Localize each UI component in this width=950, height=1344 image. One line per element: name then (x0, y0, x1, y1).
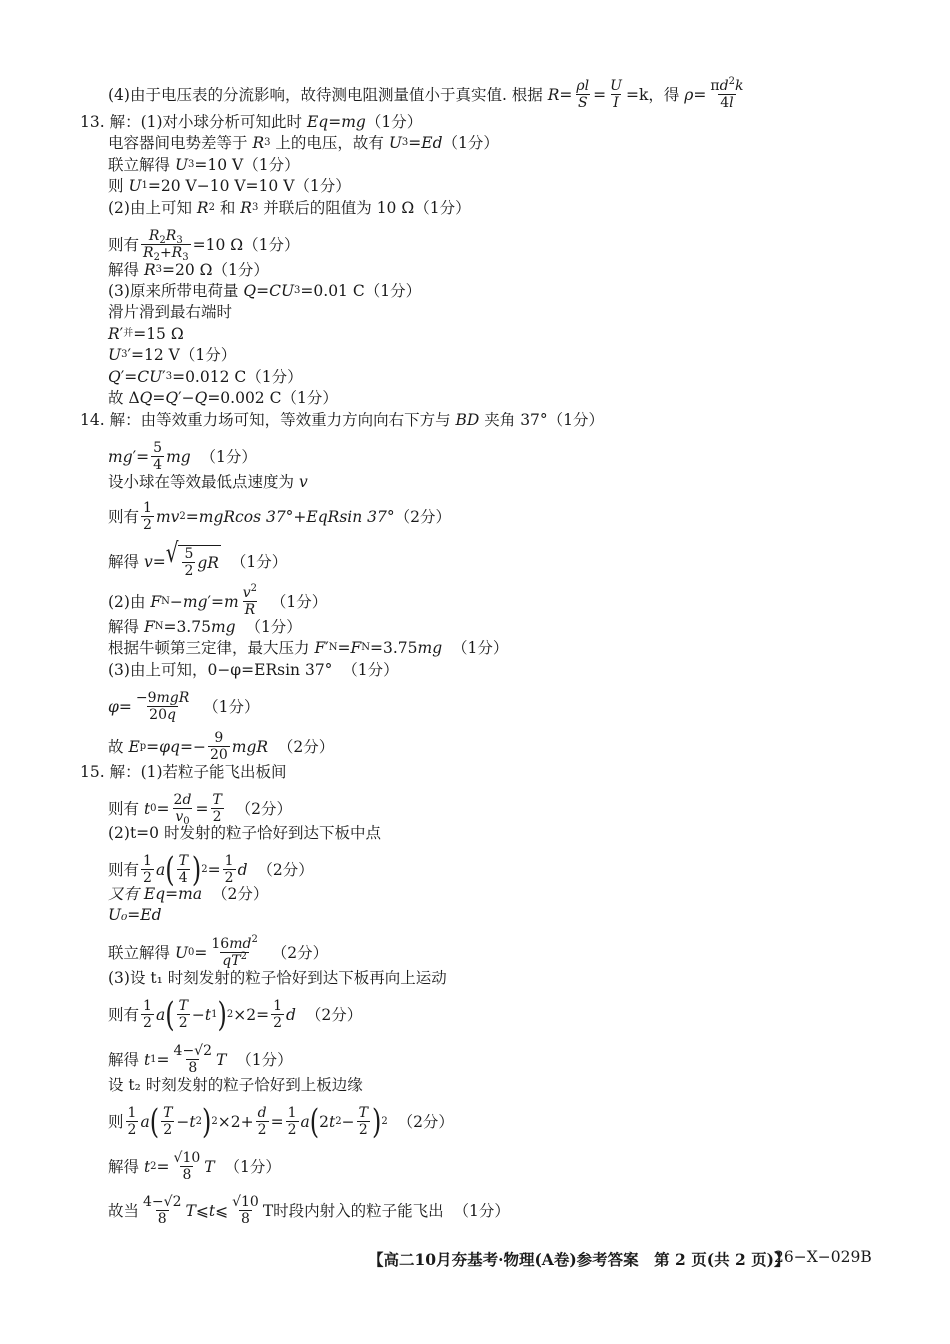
answer-line: (4)由于电压表的分流影响，故待测电阻测量值小于真实值. 根据 R = $\frac{\rho l}{S}$ = $\frac{U}{I}$ =k，得 ρ = $\frac{\pi d^2k}{4l}$ (108, 76, 744, 111)
answer-line: 电容器间电势差等于 R 3 上的电压，故有 U 3 = Ed （1分） (108, 134, 499, 152)
text: =k，得 (625, 85, 685, 104)
answer-line: 解得 v = √ $\frac{5}{2}$ gR （1分） (108, 536, 288, 579)
answer-line: 则 U 1 =20 V−10 V=10 V （1分） (108, 177, 351, 195)
answer-line: 故当 $\frac{4-√2}{8}$ T ⩽ t ⩽ $\frac{√10}{8}$ T时段内射入的粒子能飞出 （1分） (108, 1194, 510, 1227)
footer-title: 【高二10月夯基考·物理(A卷)参考答案 第 2 页(共 2 页)】 (368, 1250, 790, 1269)
answer-line: 解得 t 2 = $\frac{√10}{8}$ T （1分） (108, 1150, 281, 1183)
text: (4)由于电压表的分流影响，故待测电阻测量值小于真实值. 根据 (108, 85, 548, 104)
answer-line: 联立解得 U 3 =10 V （1分） (108, 156, 300, 174)
answer-line: mg ′= $\frac{5}{4}$ mg （1分） (108, 440, 257, 473)
answer-line: 故 Δ Q = Q ′− Q =0.002 C （1分） (108, 389, 338, 407)
answer-line: (2)由上可知 R 2 和 R 3 并联后的阻值为 10 Ω （1分） (108, 199, 471, 217)
answer-line: 解得 R 3 =20 Ω （1分） (108, 261, 269, 279)
answer-line: 则有 $\frac{1}{2}$ mv 2 =mgRcos 37°+EqRsin 37° （2分） (108, 500, 451, 533)
answer-line: 解得 F N =3.75 mg （1分） (108, 618, 302, 636)
answer-line: R ′ 并 =15 Ω (108, 325, 184, 343)
answer-line: 故 E p = φq =− $\frac{9}{20}$ mgR （2分） (108, 730, 335, 763)
answer-line: Q ′= CU ′ 3 =0.012 C （1分） (108, 368, 303, 386)
answer-line: 则有 $\frac{R_2R_3}{R_2+R_3}$ =10 Ω （1分） (108, 228, 300, 263)
answer-line: 滑片滑到最右端时 (108, 303, 233, 321)
answer-line: 设小球在等效最低点速度为 v (108, 473, 308, 491)
answer-line: (3)由上可知，0−φ=ERsin 37° （1分） (108, 661, 399, 679)
answer-line: 则有 t 0 = $\frac{2d}{v_0}$ = $\frac{T}{2}$ （2分） (108, 792, 293, 827)
answer-line: 根据牛顿第三定律，最大压力 F ′ N = F N =3.75 mg （1分） (108, 639, 509, 657)
answer-line: 又有 Eq=ma （2分） (108, 885, 269, 903)
answer-line: (3)原来所带电荷量 Q = CU 3 =0.01 C （1分） (108, 282, 422, 300)
answer-line: 设 t₂ 时刻发射的粒子恰好到上板边缘 (108, 1076, 363, 1094)
answer-line: 则 $\frac{1}{2}$ a ( $\frac{T}{2}$ − t 2 ) 2 ×2+ $\frac{d}{2}$ = $\frac{1}{2}$ a ( 2 t 2 − $\frac{T}{2}$ ) 2 （2分） (108, 1101, 454, 1142)
score: （1分） (365, 113, 423, 131)
answer-line: U 3 ′ =12 V （1分） (108, 346, 237, 364)
question-15-heading: 15. 解：(1)若粒子能飞出板间 (80, 763, 287, 781)
answer-line: 则有 $\frac{1}{2}$ a ( $\frac{T}{4}$ ) 2 = $\frac{1}{2}$ d （2分） (108, 849, 314, 890)
answer-line: 联立解得 U 0 = $\frac{16md^2}{qT^2}$ （2分） (108, 934, 329, 969)
answer-line: (2)t=0 时发射的粒子恰好到达下板中点 (108, 824, 381, 842)
question-14-heading: 14. 解：由等效重力场可知，等效重力方向向右下方与 BD 夹角 37° （1分） (80, 411, 605, 429)
question-13-heading: 13. 解：(1)对小球分析可知此时 Eq=mg （1分） (80, 113, 423, 131)
answer-line: U₀=Ed (108, 906, 162, 924)
answer-line: φ = $\frac{\text{−9mgR}}{20q}$ （1分） (108, 690, 260, 723)
answer-line: (2)由 F N − mg ′= m $\frac{v^2}{R}$ （1分） (108, 583, 328, 618)
answer-line: 解得 t 1 = $\frac{4-√2}{8}$ T （1分） (108, 1043, 293, 1076)
answer-line: (3)设 t₁ 时刻发射的粒子恰好到达下板再向上运动 (108, 969, 447, 987)
answer-line: 则有 $\frac{1}{2}$ a ( $\frac{T}{2}$ − t 1 ) 2 ×2= $\frac{1}{2}$ d （2分） (108, 994, 363, 1035)
footer-code: 26−X−029B (774, 1248, 872, 1266)
